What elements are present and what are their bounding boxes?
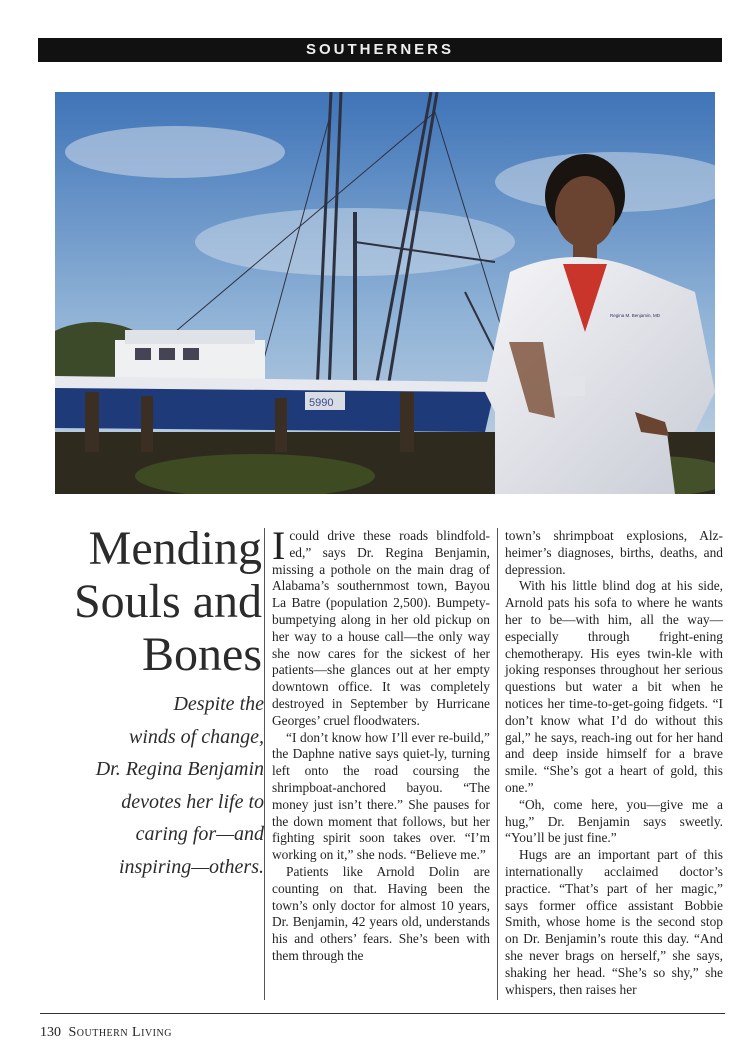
- paragraph: town’s shrimpboat explosions, Alz-heimer’s diagnoses, births, deaths, and depression.: [505, 528, 723, 577]
- deck-line: Despite the: [173, 693, 264, 715]
- page-folio: [40, 1025, 172, 1041]
- boat-number: 5990: [309, 397, 334, 409]
- article-column-2: [505, 528, 723, 998]
- bottom-rule: [40, 1013, 725, 1014]
- drop-cap: I: [272, 523, 286, 568]
- paragraph: “I don’t know how I’ll ever re-build,” the Daphne native says quiet-ly, turning left onto the road coursing the shrimpboat-anchored bayou. “The money just isn’t there.” She pauses for the down moment that follows, but her fighting spirit soon takes over. “I’m working on it,” she nods. “Believe me.”: [272, 729, 490, 863]
- headline-line-2: Souls and: [73, 575, 262, 628]
- headline-line-3: Bones: [142, 628, 262, 681]
- feature-photo: [55, 92, 715, 494]
- coat-name-tag: Regina M. Benjamin, MD: [610, 313, 661, 318]
- column-divider: [497, 528, 498, 1000]
- section-banner: [38, 38, 722, 62]
- paragraph: “Oh, come here, you—give me a hug,” Dr. Benjamin says sweetly. “You’ll be just fine.”: [505, 796, 723, 846]
- deck-line: caring for—and: [135, 823, 264, 845]
- article-column-1: [272, 523, 490, 965]
- deck-line: inspiring—others.: [118, 855, 264, 878]
- section-title: SOUTHERNERS: [305, 41, 454, 58]
- deck-line: devotes her life to: [121, 790, 264, 813]
- paragraph-text: could drive these roads blindfold-ed,” says Dr. Regina Benjamin, missing a pothole on the main drag of Alabama’s southernmost town, Bayou La Batre (population 2,500). Bumpety-bumpetying along in her old pickup on her way to a house call—the only way she now cares for the sickest of her patients—she glances out at her empty downtown office. It was completely destroyed in September by Hurricane Georges’ cruel floodwaters.: [272, 528, 490, 728]
- page-number: 130: [40, 1025, 61, 1040]
- headline-line-1: Mending: [88, 522, 262, 575]
- magazine-name: Southern Living: [68, 1025, 172, 1040]
- deck-line: Dr. Regina Benjamin: [95, 758, 264, 780]
- paragraph: Patients like Arnold Dolin are counting on that. Having been the town’s only doctor for almost 10 years, Dr. Benjamin, 42 years old, understands his and others’ fears. She’s been with them through the: [272, 863, 490, 963]
- deck-line: winds of change,: [129, 725, 264, 748]
- deck-subhead: [62, 688, 264, 883]
- paragraph: With his little blind dog at his side, Arnold pats his sofa to where he wants her to be—with him, all the way—especially through fright-ening chemotherapy. His eyes twin-kle with joking responses throughout her serious questions but water a bit when he notices her time-to-get-going fidgets. “I don’t know what I’d do without this gal,” he says, reach-ing out for her hand and deep inside himself for a brave smile. “She’s got a heart of gold, this one.”: [505, 578, 723, 795]
- column-divider: [264, 528, 265, 1000]
- paragraph: [272, 523, 490, 730]
- paragraph: Hugs are an important part of this internationally acclaimed doctor’s practice. “That’s part of her magic,” says former office assistant Bobbie Smith, whose home is the second stop on Dr. Benjamin’s route this day. “And she never brags on herself,” she says, shaking her head. “She’s so shy,” she whispers, then raises her: [505, 847, 723, 997]
- headline: [62, 522, 262, 681]
